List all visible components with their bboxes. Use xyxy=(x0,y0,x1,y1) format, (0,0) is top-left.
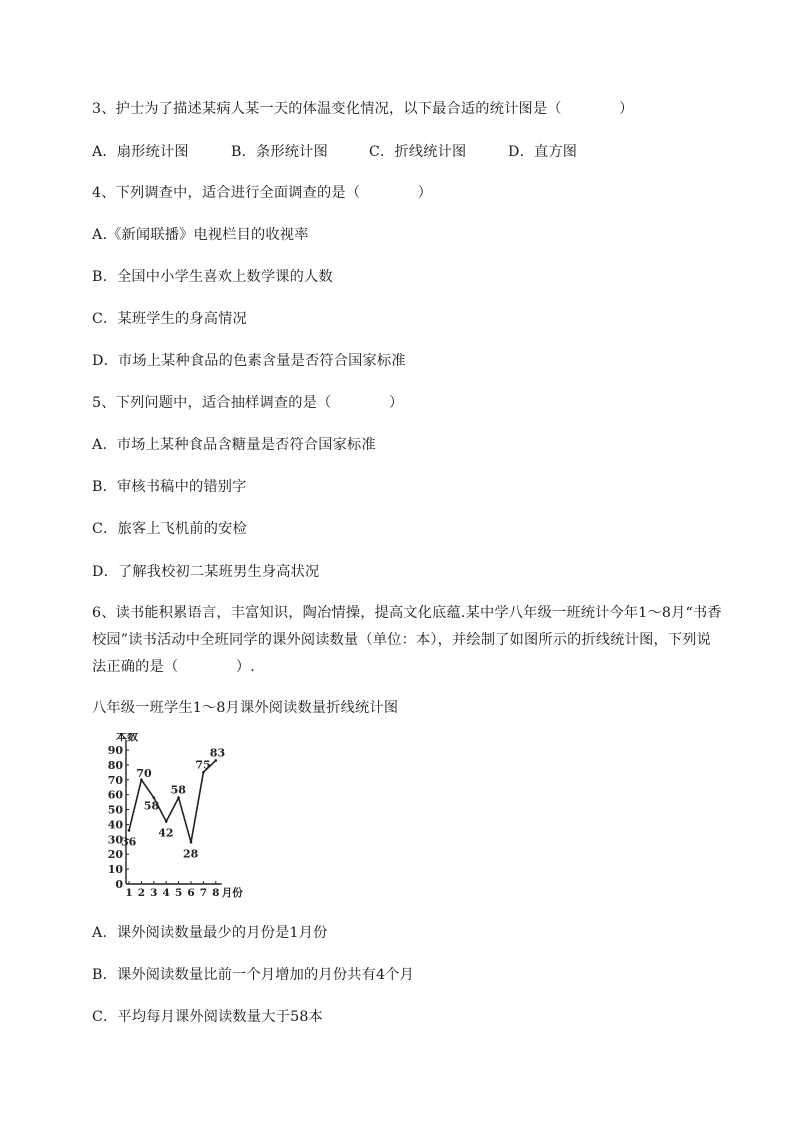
y-tick-label: 0 xyxy=(115,878,123,891)
reading-line-chart xyxy=(88,733,258,898)
y-tick-label: 20 xyxy=(107,848,123,862)
x-tick-label: 6 xyxy=(187,887,195,898)
data-label: 36 xyxy=(121,835,137,849)
data-label: 42 xyxy=(158,826,174,840)
data-label: 70 xyxy=(136,766,152,780)
q5-option-d[interactable]: D．了解我校初二某班男生身高状况 xyxy=(92,564,320,580)
q3-option-d[interactable]: D．直方图 xyxy=(508,144,578,160)
y-tick-label: 30 xyxy=(107,833,123,847)
data-point xyxy=(153,796,156,799)
x-tick-label: 8 xyxy=(212,887,220,898)
data-label: 58 xyxy=(143,799,160,813)
y-axis-title: 本数 xyxy=(116,733,138,743)
data-label: 28 xyxy=(183,847,199,861)
y-tick-label: 80 xyxy=(107,758,123,772)
q5-stem: 5、下列问题中，适合抽样调查的是（ ） xyxy=(92,395,404,411)
q3-option-c[interactable]: C．折线统计图 xyxy=(369,144,467,160)
q5-option-a[interactable]: A．市场上某种食品含糖量是否符合国家标准 xyxy=(92,437,376,453)
q3-options xyxy=(92,142,577,162)
y-tick-label: 40 xyxy=(107,818,123,832)
x-tick-label: 3 xyxy=(150,887,158,898)
q4-option-d[interactable]: D．市场上某种食品的色素含量是否符合国家标准 xyxy=(92,353,406,369)
data-point xyxy=(190,841,193,844)
q6-stem: 6、读书能积累语言，丰富知识，陶冶情操，提高文化底蕴.某中学八年级一班统计今年1～8月“书香校园”读书活动中全班同学的课外阅读数量（单位：本），并绘制了如图所示的折线统计图，下列说法正确的是（ ）. xyxy=(92,605,722,675)
q6-option-c[interactable]: C．平均每月课外阅读数量大于58本 xyxy=(92,1009,323,1025)
data-point xyxy=(202,771,205,774)
x-tick-label: 4 xyxy=(162,887,170,898)
data-point xyxy=(128,829,131,832)
x-tick-label: 2 xyxy=(137,887,146,898)
q4-stem: 4、下列调查中，适合进行全面调查的是（ ） xyxy=(92,185,433,201)
q3-stem: 3、护士为了描述某病人某一天的体温变化情况，以下最合适的统计图是（ ） xyxy=(92,101,634,117)
q6-option-b[interactable]: B．课外阅读数量比前一个月增加的月份共有4个月 xyxy=(92,967,414,983)
q5-option-c[interactable]: C．旅客上飞机前的安检 xyxy=(92,521,247,537)
q3-option-b[interactable]: B．条形统计图 xyxy=(231,144,328,160)
chart-caption: 八年级一班学生1～8月课外阅读数量折线统计图 xyxy=(92,700,399,716)
q5-option-b[interactable]: B．审核书稿中的错别字 xyxy=(92,479,247,495)
x-tick-label: 5 xyxy=(174,887,183,898)
data-label: 75 xyxy=(195,758,211,772)
q4-option-a[interactable]: A.《新闻联播》电视栏目的收视率 xyxy=(92,227,309,243)
y-tick-label: 50 xyxy=(107,803,123,817)
q6-option-a[interactable]: A．课外阅读数量最少的月份是1月份 xyxy=(92,925,328,941)
data-point xyxy=(177,796,180,799)
data-point xyxy=(215,759,218,762)
x-tick-label: 1 xyxy=(125,887,133,898)
x-axis-title: 月份 xyxy=(221,887,243,898)
x-tick-label: 7 xyxy=(199,887,208,898)
q4-option-c[interactable]: C．某班学生的身高情况 xyxy=(92,311,247,327)
data-label: 58 xyxy=(170,783,186,797)
y-tick-label: 60 xyxy=(107,788,123,802)
y-tick-label: 70 xyxy=(107,773,123,787)
y-tick-label: 90 xyxy=(107,744,123,757)
line-chart-svg xyxy=(88,733,258,898)
data-label: 83 xyxy=(209,746,226,760)
q4-option-b[interactable]: B．全国中小学生喜欢上数学课的人数 xyxy=(92,269,333,285)
y-tick-label: 10 xyxy=(107,863,123,877)
q3-option-a[interactable]: A．扇形统计图 xyxy=(92,144,189,160)
data-point xyxy=(165,820,168,823)
